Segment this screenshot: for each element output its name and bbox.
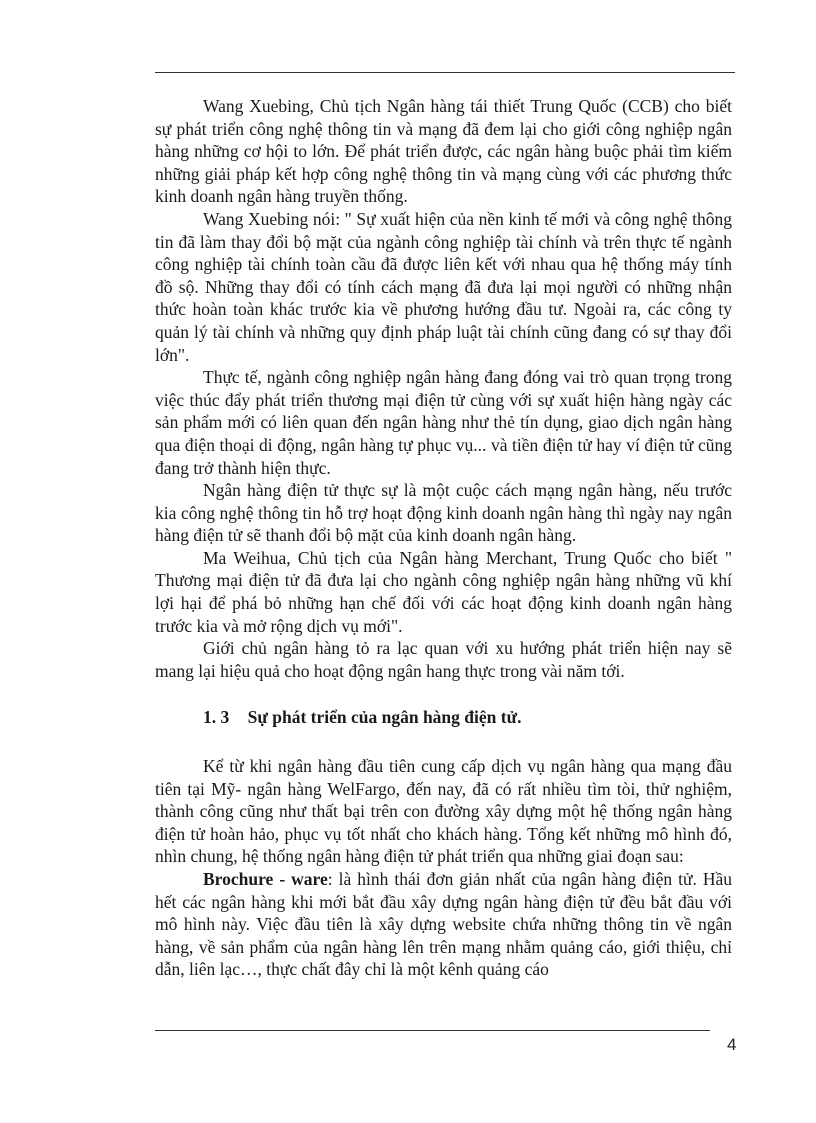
brochure-ware-definition: : là hình thái đơn giản nhất của ngân hàng điện tử. Hầu hết các ngân hàng khi mới bắt đầu xây dựng ngân hàng điện tử đều bắt đầu với mô hình này. Việc đầu tiên là xây dựng website chứa những thông tin về ngân hàng, về sản phẩm của ngân hàng lên trên mạng nhằm quảng cáo, giới thiệu, chỉ dẫn, liên lạc…, thực chất đây chỉ là một kênh quảng cáo [155,869,732,980]
paragraph-brochure-ware [155,868,732,981]
paragraph-optimism: Giới chủ ngân hàng tỏ ra lạc quan với xu hướng phát triển hiện nay sẽ mang lại hiệu quả cho hoạt động ngân hang thực trong vài năm tới. [155,638,732,681]
paragraph-history: Kể từ khi ngân hàng đầu tiên cung cấp dịch vụ ngân hàng qua mạng đầu tiên tại Mỹ- ngân hàng WelFargo, đến nay, đã có rất nhiều tìm tòi, thử nghiệm, thành công cũng như thất bại trên con đường xây dựng một hệ thống ngân hàng điện tử hoàn hảo, phục vụ tốt nhất cho khách hàng. Tổng kết những mô hình đó, nhìn chung, hệ thống ngân hàng điện tử phát triển qua những giai đoạn sau: [155,756,732,867]
footer-rule [155,1030,710,1031]
paragraph-ma-weihua-quote: Ma Weihua, Chủ tịch của Ngân hàng Merchant, Trung Quốc cho biết " Thương mại điện tử đã đưa lại cho ngành công nghiệp ngân hàng những vũ khí lợi hại để phá bỏ những hạn chế đối với các hoạt động kinh doanh ngân hàng trước kia và mở rộng dịch vụ mới". [155,547,732,636]
body-text [155,95,732,981]
paragraph-ccb-intro: Wang Xuebing, Chủ tịch Ngân hàng tái thiết Trung Quốc (CCB) cho biết sự phát triển công nghệ thông tin và mạng đã đem lại cho giới công nghiệp ngân hàng những cơ hội to lớn. Để phát triển được, các ngân hàng buộc phải tìm kiếm những giải pháp kết hợp công nghệ thông tin và mạng cùng với các phương thức kinh doanh ngân hàng truyền thống. [155,96,732,207]
section-title: Sự phát triển của ngân hàng điện tử. [247,707,522,728]
term-brochure-ware: Brochure - ware [203,869,328,889]
section-number: 1. 3 [203,707,230,728]
paragraph-industry-role: Thực tế, ngành công nghiệp ngân hàng đang đóng vai trò quan trọng trong việc thúc đẩy phát triển thương mại điện tử cùng với sự xuất hiện hàng ngày các sản phẩm mới có liên quan đến ngân hàng như thẻ tín dụng, giao dịch ngân hàng qua điện thoại di động, ngân hàng tự phục vụ... và tiền điện tử hay ví điện tử cũng đang trở thành hiện thực. [155,367,732,478]
page-number: 4 [727,1035,737,1054]
section-heading [155,706,732,729]
header-rule [155,72,735,73]
paragraph-wang-quote: Wang Xuebing nói: " Sự xuất hiện của nền kinh tế mới và công nghệ thông tin đã làm thay đổi bộ mặt của ngành công nghiệp tài chính và trên thực tế ngành công nghiệp tài chính toàn cầu đã được liên kết với nhau qua hệ thống máy tính đồ sộ. Những thay đổi có tính cách mạng đã đưa lại mọi người có những nhận thức hoàn toàn khác trước kia về phương hướng đầu tư. Ngoài ra, các công ty quản lý tài chính và những quy định pháp luật tài chính cũng đang có sự thay đổi lớn". [155,208,732,365]
paragraph-revolution: Ngân hàng điện tử thực sự là một cuộc cách mạng ngân hàng, nếu trước kia công nghệ thông tin hỗ trợ hoạt động kinh doanh ngân hàng thì ngày nay ngân hàng điện tử sẽ thanh đổi bộ mặt của kinh doanh ngân hàng. [155,480,732,546]
